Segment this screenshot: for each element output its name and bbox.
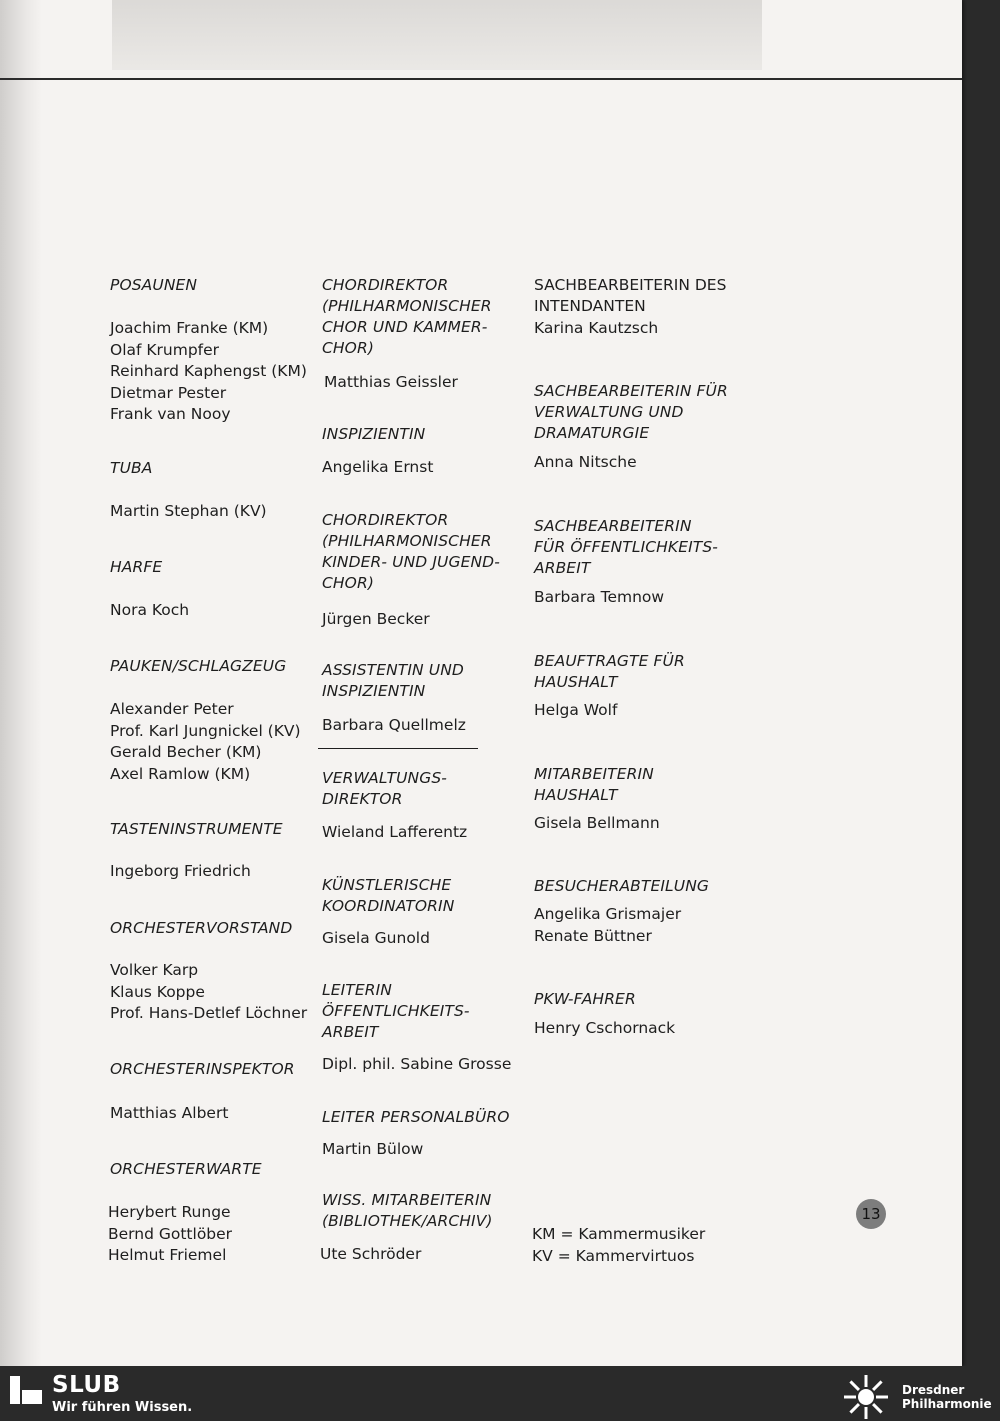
section-names — [110, 1103, 325, 1125]
section-posaunen — [110, 275, 325, 296]
staff-name: Barbara Quellmelz — [322, 716, 466, 734]
section-heading: VERWALTUNGS-DIREKTOR — [322, 769, 447, 808]
philharmonie-logo-icon — [842, 1373, 890, 1421]
section-besucherabteilung — [534, 876, 759, 897]
section-names — [108, 1202, 325, 1267]
section-heading: LEITER PERSONALBÜRO — [322, 1108, 510, 1126]
section-koordinatorin — [322, 875, 472, 917]
staff-name: Prof. Karl Jungnickel (KV) — [110, 721, 301, 740]
page-binding-edge — [0, 0, 42, 1366]
section-heading: POSAUNEN — [110, 276, 198, 294]
library-slogan: Wir führen Wissen. — [52, 1400, 193, 1415]
staff-name: Matthias Geissler — [324, 373, 458, 391]
section-heading: TUBA — [110, 459, 153, 477]
section-names — [322, 1054, 527, 1076]
staff-name: Volker Karp — [110, 961, 199, 979]
section-chordirektor-1 — [322, 275, 502, 359]
staff-name: Joachim Franke (KM) — [110, 319, 269, 337]
staff-name: Matthias Albert — [110, 1104, 229, 1122]
section-heading: ORCHESTERVORSTAND — [110, 919, 293, 937]
staff-name: Alexander Peter — [110, 700, 234, 718]
section-pauken — [110, 656, 325, 677]
section-names — [110, 501, 325, 523]
staff-name: Jürgen Becker — [322, 610, 430, 628]
column-separator-line — [318, 748, 478, 749]
abbreviation-legend — [532, 1224, 759, 1267]
section-heading: CHORDIREKTOR (PHILHARMONISCHER KINDER- UND JUGEND-CHOR) — [322, 511, 500, 592]
section-heading: ORCHESTERWARTE — [110, 1160, 262, 1178]
section-names — [322, 822, 527, 844]
section-heading: SACHBEARBEITERIN FÜR ÖFFENTLICHKEITS-ARBEIT — [534, 517, 718, 577]
staff-name: Gerald Becher (KM) — [110, 743, 262, 761]
section-names — [534, 813, 759, 835]
section-names — [534, 904, 759, 947]
section-heading: LEITERIN ÖFFENTLICHKEITS-ARBEIT — [322, 981, 470, 1041]
section-oeffentlichkeitsarbeit — [322, 980, 482, 1043]
section-personalbuero — [322, 1107, 527, 1128]
section-haushalt-mitarbeiterin — [534, 764, 674, 806]
staff-name: Henry Cschornack — [534, 1019, 676, 1037]
staff-name: Gisela Gunold — [322, 929, 430, 947]
staff-name: Frank van Nooy — [110, 405, 231, 423]
section-names — [324, 372, 527, 394]
section-names — [322, 457, 527, 479]
legend-entry: KV = Kammervirtuos — [532, 1246, 695, 1265]
staff-name: Ingeborg Friedrich — [110, 862, 251, 880]
section-names — [110, 960, 325, 1025]
section-heading: BEAUFTRAGTE FÜR HAUSHALT — [534, 652, 685, 691]
staff-name: Gisela Bellmann — [534, 814, 660, 832]
section-chordirektor-2 — [322, 510, 507, 594]
staff-name: Renate Büttner — [534, 926, 652, 945]
staff-name: Ute Schröder — [320, 1245, 422, 1263]
staff-name: Barbara Temnow — [534, 588, 665, 606]
section-names — [534, 452, 759, 474]
library-name: SLUB — [52, 1372, 121, 1398]
staff-name: Reinhard Kaphengst (KM) — [110, 362, 307, 380]
section-oeffentlichkeitsarbeit-sb — [534, 516, 724, 579]
staff-name: Martin Bülow — [322, 1140, 424, 1158]
staff-name: Karina Kautzsch — [534, 319, 659, 337]
partner-name-line: Philharmonie — [902, 1397, 992, 1411]
section-heading: INSPIZIENTIN — [322, 425, 426, 443]
section-heading: MITARBEITERIN HAUSHALT — [534, 765, 654, 804]
section-bibliothek — [322, 1190, 502, 1232]
section-tasteninstrumente — [110, 819, 325, 840]
staff-name: Dipl. phil. Sabine Grosse — [322, 1055, 512, 1073]
section-names — [110, 600, 325, 622]
staff-name: Angelika Ernst — [322, 458, 434, 476]
section-names — [322, 928, 527, 950]
staff-name: Prof. Hans-Detlef Löchner — [110, 1004, 308, 1022]
staff-name: Helmut Friemel — [108, 1246, 227, 1264]
section-names — [322, 609, 527, 631]
section-assistentin — [322, 660, 482, 702]
page-number: 13 — [856, 1199, 886, 1229]
section-heading: KÜNSTLERISCHE KOORDINATORIN — [322, 876, 455, 915]
staff-name: Bernd Gottlöber — [108, 1224, 233, 1243]
section-heading: WISS. MITARBEITERIN (BIBLIOTHEK/ARCHIV) — [322, 1191, 493, 1230]
section-heading: TASTENINSTRUMENTE — [110, 820, 283, 838]
section-pkw-fahrer — [534, 989, 759, 1010]
partner-name-line: Dresdner — [902, 1383, 965, 1397]
slub-logo-icon — [10, 1376, 42, 1404]
section-names — [320, 1244, 527, 1266]
section-heading: BESUCHERABTEILUNG — [534, 877, 710, 895]
section-names — [534, 587, 759, 609]
section-heading: ORCHESTERINSPEKTOR — [110, 1060, 295, 1078]
section-names — [534, 1018, 759, 1040]
header-rule — [0, 78, 962, 80]
section-haushalt-beauftragte — [534, 651, 694, 693]
section-verwaltung-dramaturgie — [534, 381, 734, 444]
section-inspizientin — [322, 424, 527, 445]
staff-name: Dietmar Pester — [110, 383, 227, 402]
section-orchesterwarte — [110, 1159, 325, 1180]
section-verwaltungsdirektor — [322, 768, 462, 810]
staff-name: Angelika Grismajer — [534, 905, 682, 923]
section-tuba — [110, 458, 325, 479]
staff-name: Wieland Lafferentz — [322, 823, 468, 841]
section-names — [322, 1139, 527, 1161]
legend-entry: KM = Kammermusiker — [532, 1225, 706, 1243]
section-heading: SACHBEARBEITERIN FÜR VERWALTUNG UND DRAMATURGIE — [534, 382, 728, 442]
section-names — [110, 699, 325, 785]
section-names — [322, 715, 527, 737]
section-orchestervorstand — [110, 918, 325, 939]
staff-name: Anna Nitsche — [534, 453, 637, 471]
section-heading: PKW-FAHRER — [534, 990, 636, 1008]
section-heading: PAUKEN/SCHLAGZEUG — [110, 657, 287, 675]
staff-name: Axel Ramlow (KM) — [110, 764, 251, 783]
staff-name: Herybert Runge — [108, 1203, 231, 1221]
section-heading: SACHBEARBEITERIN DES INTENDANTEN — [534, 276, 727, 315]
section-names — [110, 318, 325, 426]
section-names — [110, 861, 325, 883]
staff-name: Klaus Koppe — [110, 982, 205, 1001]
show-through-shadow — [112, 0, 762, 70]
section-orchesterinspektor — [110, 1059, 325, 1080]
section-harfe — [110, 557, 325, 578]
staff-name: Olaf Krumpfer — [110, 340, 220, 359]
section-heading: CHORDIREKTOR (PHILHARMONISCHER CHOR UND KAMMER-CHOR) — [322, 276, 492, 357]
section-names — [534, 700, 759, 722]
section-intendanten — [534, 275, 729, 317]
section-heading: ASSISTENTIN UND INSPIZIENTIN — [322, 661, 464, 700]
section-heading: HARFE — [110, 558, 163, 576]
partner-name — [902, 1383, 992, 1411]
staff-name: Helga Wolf — [534, 701, 618, 719]
staff-name: Nora Koch — [110, 601, 190, 619]
section-names — [534, 318, 759, 340]
staff-name: Martin Stephan (KV) — [110, 502, 267, 520]
